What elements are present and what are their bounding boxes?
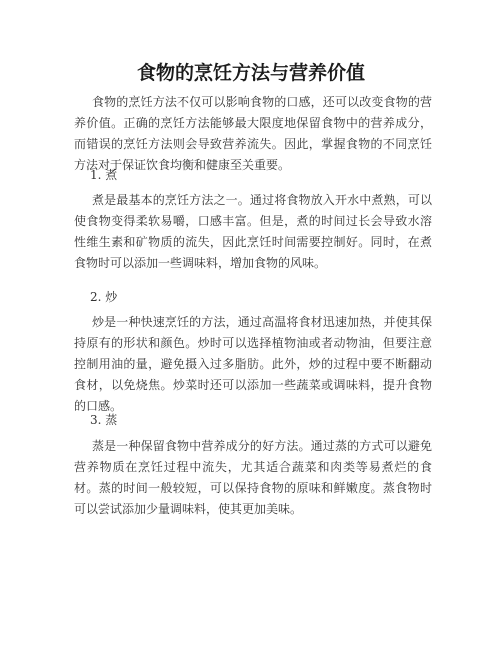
section-heading-steam: 3. 蒸 xyxy=(90,413,118,427)
section-body-boil: 煮是最基本的烹饪方法之一。通过将食物放入开水中煮熟，可以使食物变得柔软易嚼，口感丰富。但是，煮的时间过长会导致水溶性维生素和矿物质的流失，因此烹饪时间需要控制好。同时，在煮食物时可以添加一些调味料，增加食物的风味。 xyxy=(74,193,432,270)
section-body-steam: 蒸是一种保留食物中营养成分的好方法。通过蒸的方式可以避免营养物质在烹饪过程中流失，尤其适合蔬菜和肉类等易煮烂的食材。蒸的时间一般较短，可以保持食物的原味和鲜嫩度。蒸食物时可以尝试添加少量调味料，使其更加美味。 xyxy=(74,439,432,516)
document-title: 食物的烹饪方法与营养价值 xyxy=(136,62,365,84)
section-body-stir-fry: 炒是一种快速烹饪的方法，通过高温将食材迅速加热，并使其保持原有的形状和颜色。炒时可以选择植物油或者动物油，但要注意控制用油的量，避免摄入过多脂肪。此外，炒的过程中要不断翻动食材，以免烧焦。炒菜时还可以添加一些蔬菜或调味料，提升食物的口感。 xyxy=(74,315,432,413)
section-heading-boil: 1. 煮 xyxy=(90,168,118,182)
intro-paragraph: 食物的烹饪方法不仅可以影响食物的口感，还可以改变食物的营养价值。正确的烹饪方法能够最大限度地保留食物中的营养成分，而错误的烹饪方法则会导致营养流失。因此，掌握食物的不同烹饪方法对于保证饮食均衡和健康至关重要。 xyxy=(74,95,432,172)
section-heading-stir-fry: 2. 炒 xyxy=(90,290,118,304)
